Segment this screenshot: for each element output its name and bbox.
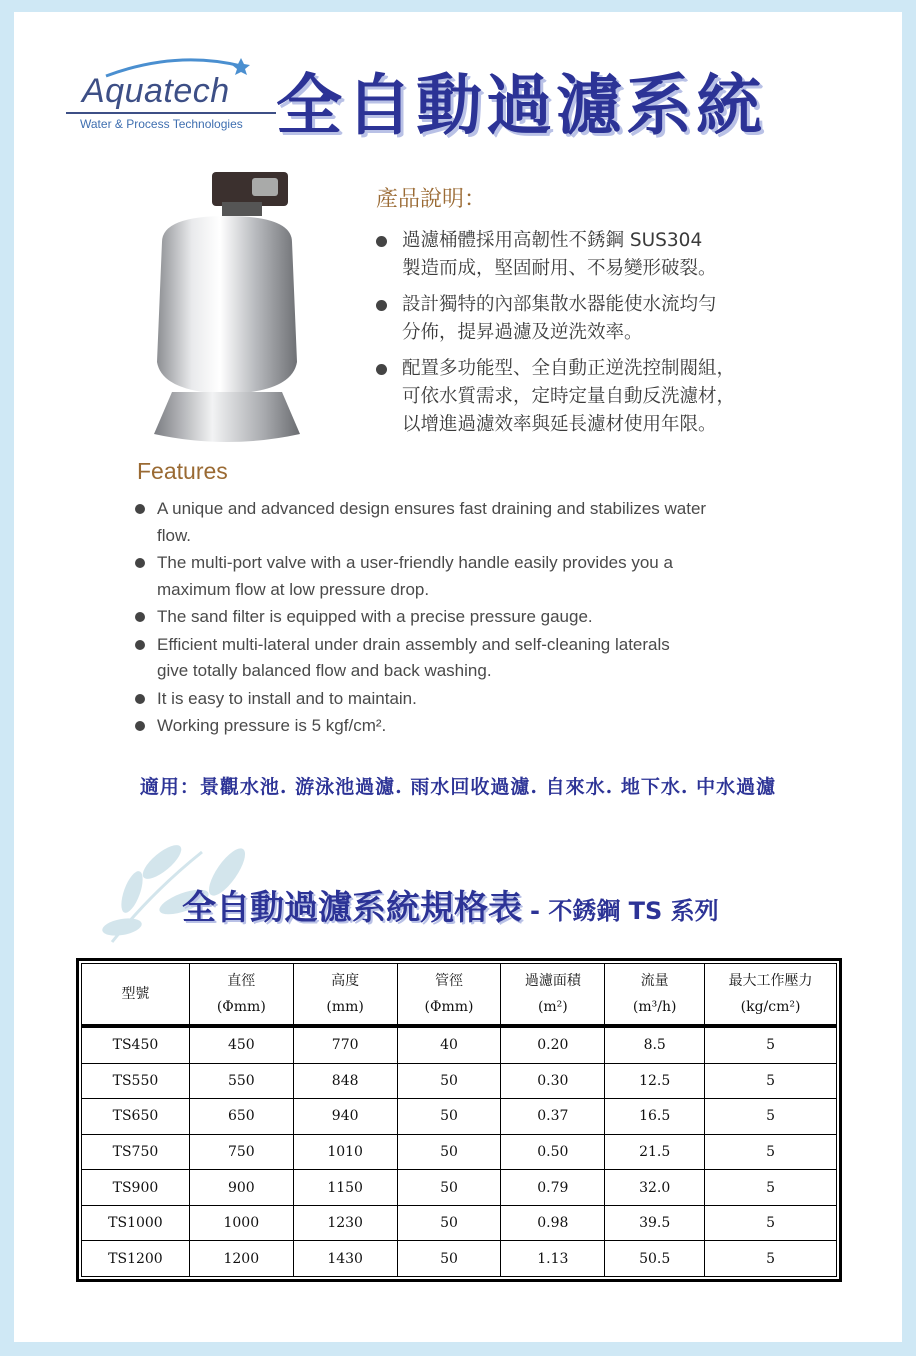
bullet-icon (135, 694, 145, 704)
table-cell: 1200 (189, 1241, 293, 1277)
table-cell: 21.5 (605, 1134, 705, 1170)
column-header: 最大工作壓力 (kg/cm²) (705, 964, 837, 1027)
table-cell: TS450 (82, 1026, 190, 1063)
table-cell: 50 (397, 1134, 501, 1170)
feature-item: Efficient multi-lateral under drain assembly and self-cleaning laterals give totally balanced flow and back washing. (135, 632, 815, 685)
bullet-icon (135, 558, 145, 568)
bullet-icon (376, 236, 387, 247)
table-cell: TS900 (82, 1170, 190, 1206)
table-cell: 450 (189, 1026, 293, 1063)
table-cell: TS1200 (82, 1241, 190, 1277)
table-cell: 50 (397, 1063, 501, 1099)
spec-table (81, 963, 837, 1277)
table-cell: 0.30 (501, 1063, 605, 1099)
table-cell: 5 (705, 1099, 837, 1135)
table-cell: 5 (705, 1241, 837, 1277)
features-heading: Features (137, 458, 228, 484)
table-cell: 650 (189, 1099, 293, 1135)
column-header: 流量 (m³/h) (605, 964, 705, 1027)
feature-item: It is easy to install and to maintain. (135, 686, 815, 713)
table-cell: 1230 (293, 1205, 397, 1241)
column-header: 高度 (mm) (293, 964, 397, 1027)
feature-item: The multi-port valve with a user-friendly handle easily provides you a maximum flow at low pressure drop. (135, 550, 815, 603)
feature-item: The sand filter is equipped with a precise pressure gauge. (135, 604, 815, 631)
table-row (82, 1205, 837, 1241)
table-cell: TS750 (82, 1134, 190, 1170)
table-cell: 5 (705, 1026, 837, 1063)
spec-title-main: 全自動過濾系統規格表 (182, 888, 522, 928)
spec-title-sub: - 不銹鋼 TS 系列 (530, 897, 719, 925)
logo-underline (66, 112, 276, 114)
spec-table-title (182, 880, 719, 929)
column-header: 型號 (82, 964, 190, 1027)
product-description-list (376, 227, 796, 447)
bullet-icon (376, 364, 387, 375)
table-cell: 1.13 (501, 1241, 605, 1277)
table-cell: 50 (397, 1205, 501, 1241)
table-cell: 16.5 (605, 1099, 705, 1135)
table-cell: 1150 (293, 1170, 397, 1206)
table-cell: 8.5 (605, 1026, 705, 1063)
description-item: 設計獨特的內部集散水器能使水流均勻 分佈，提昇過濾及逆洗效率。 (376, 291, 796, 347)
table-row (82, 1063, 837, 1099)
table-cell: 50.5 (605, 1241, 705, 1277)
spec-table-frame (76, 958, 842, 1282)
description-item: 配置多功能型、全自動正逆洗控制閥組， 可依水質需求，定時定量自動反洗濾材， 以增進過濾效率與延長濾材使用年限。 (376, 355, 796, 439)
bullet-icon (135, 504, 145, 514)
table-cell: 0.98 (501, 1205, 605, 1241)
description-item: 過濾桶體採用高韌性不銹鋼 SUS304 製造而成，堅固耐用、不易變形破裂。 (376, 227, 796, 283)
table-cell: 770 (293, 1026, 397, 1063)
table-row (82, 1170, 837, 1206)
column-header: 過濾面積 (m²) (501, 964, 605, 1027)
table-cell: TS550 (82, 1063, 190, 1099)
table-cell: 900 (189, 1170, 293, 1206)
bullet-icon (135, 612, 145, 622)
feature-item: A unique and advanced design ensures fast draining and stabilizes water flow. (135, 496, 815, 549)
table-cell: 0.50 (501, 1134, 605, 1170)
table-cell: 12.5 (605, 1063, 705, 1099)
table-cell: 50 (397, 1099, 501, 1135)
table-cell: 0.79 (501, 1170, 605, 1206)
bullet-icon (376, 300, 387, 311)
logo-name: Aquatech (82, 72, 230, 110)
table-header-row (82, 964, 837, 1027)
logo-tagline: Water & Process Technologies (80, 117, 243, 131)
table-cell: 5 (705, 1134, 837, 1170)
table-cell: TS650 (82, 1099, 190, 1135)
table-cell: 550 (189, 1063, 293, 1099)
table-cell: 940 (293, 1099, 397, 1135)
table-cell: 1430 (293, 1241, 397, 1277)
bullet-icon (135, 721, 145, 731)
table-cell: 1000 (189, 1205, 293, 1241)
table-cell: 5 (705, 1063, 837, 1099)
table-cell: 0.37 (501, 1099, 605, 1135)
table-cell: 39.5 (605, 1205, 705, 1241)
product-description-heading: 產品說明： (376, 187, 487, 212)
column-header: 管徑 (Φmm) (397, 964, 501, 1027)
table-cell: 5 (705, 1170, 837, 1206)
table-cell: 5 (705, 1205, 837, 1241)
table-row (82, 1134, 837, 1170)
column-header: 直徑 (Φmm) (189, 964, 293, 1027)
aquatech-logo (66, 54, 276, 134)
table-cell: 40 (397, 1026, 501, 1063)
applications-line: 適用：景觀水池. 游泳池過濾. 雨水回收過濾. 自來水. 地下水. 中水過濾 (139, 776, 777, 798)
table-cell: 750 (189, 1134, 293, 1170)
table-cell: 50 (397, 1241, 501, 1277)
table-row (82, 1241, 837, 1277)
table-cell: 50 (397, 1170, 501, 1206)
brochure-page (14, 12, 902, 1342)
table-cell: 1010 (293, 1134, 397, 1170)
table-cell: 0.20 (501, 1026, 605, 1063)
table-cell: 32.0 (605, 1170, 705, 1206)
feature-item: Working pressure is 5 kgf/cm². (135, 713, 815, 740)
features-list (135, 496, 815, 741)
table-cell: 848 (293, 1063, 397, 1099)
table-row (82, 1099, 837, 1135)
table-row (82, 1026, 837, 1063)
bullet-icon (135, 640, 145, 650)
page-title: 全自動過濾系統 (276, 67, 766, 144)
table-cell: TS1000 (82, 1205, 190, 1241)
filter-tank-image (132, 172, 322, 442)
